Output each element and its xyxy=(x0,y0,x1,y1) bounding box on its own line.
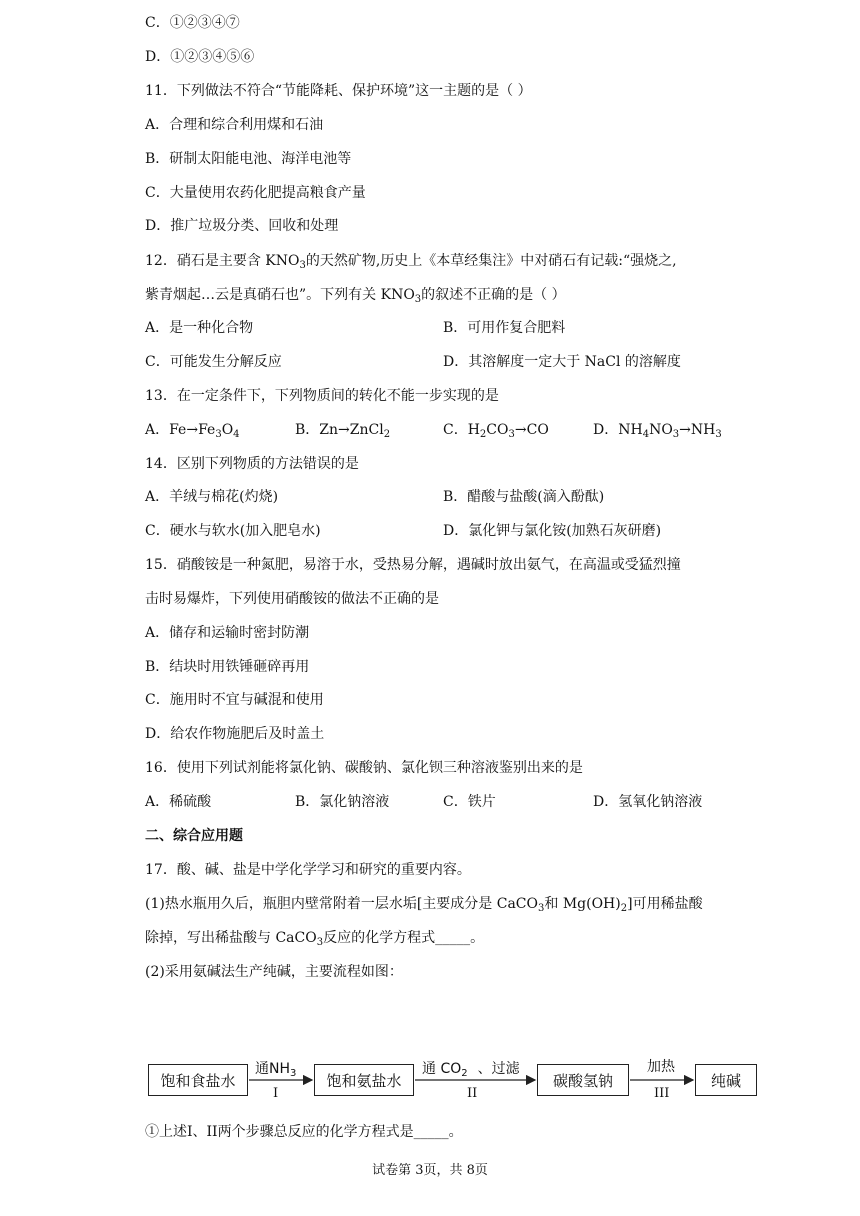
q11-stem: 11．下列做法不符合“节能降耗、保护环境”这一主题的是（ ） xyxy=(145,83,532,99)
q17-part1-line1: (1)热水瓶用久后，瓶胆内壁常附着一层水垢[主要成分是 CaCO$_3$和 $Mg(OH)_2$]可用稀盐酸 xyxy=(145,896,703,914)
q14-option-d: D．氯化钾与氯化铵(加熟石灰研磨) xyxy=(443,523,662,539)
q16-stem: 16．使用下列试剂能将氯化钠、碳酸钠、氯化钡三种溶液鉴别出来的是 xyxy=(145,760,583,776)
q13-stem: 13．在一定条件下，下列物质间的转化不能一步实现的是 xyxy=(145,388,499,404)
q17-part2: (2)采用氨碱法生产纯碱，主要流程如图： xyxy=(145,964,403,980)
q12-stem-line1: 12．硝石是主要含 $KNO_3$的天然矿物,历史上《本草经集注》中对硝石有记载:“强烧之, xyxy=(145,253,677,271)
q14-option-c: C．硬水与软水(加入肥皂水) xyxy=(145,523,321,539)
page-footer: 试卷第 3页，共 8页 xyxy=(372,1163,488,1178)
q17-stem: 17．酸、碱、盐是中学化学学习和研究的重要内容。 xyxy=(145,862,471,878)
arrow-1-label: 通$NH_3$ xyxy=(255,1061,297,1079)
q14-stem: 14．区别下列物质的方法错误的是 xyxy=(145,456,359,472)
flow-box-3: 碳酸氢钠 xyxy=(537,1064,629,1096)
q13-option-d: D．$NH_4NO_3\to NH_3$ xyxy=(593,422,722,440)
section-heading: 二、综合应用题 xyxy=(145,828,243,844)
q12-option-a: A．是一种化合物 xyxy=(145,320,254,336)
q11-option-d: D．推广垃圾分类、回收和处理 xyxy=(145,218,339,234)
q16-option-c: C．铁片 xyxy=(443,794,496,810)
q15-option-b: B．结块时用铁锤砸碎再用 xyxy=(145,659,310,675)
q12-option-c: C．可能发生分解反应 xyxy=(145,354,282,370)
flow-box-4: 纯碱 xyxy=(695,1064,757,1096)
q11-option-a: A．合理和综合利用煤和石油 xyxy=(145,117,324,133)
arrow-1-step: I xyxy=(273,1086,279,1101)
q16-option-a: A．稀硫酸 xyxy=(145,794,212,810)
q12-stem-line2: 紫青烟起…云是真硝石也”。下列有关 $KNO_3$的叙述不正确的是（ ） xyxy=(145,287,566,305)
q15-option-a: A．储存和运输时密封防潮 xyxy=(145,625,310,641)
flow-box-1: 饱和食盐水 xyxy=(148,1064,248,1096)
q16-option-d: D．氢氧化钠溶液 xyxy=(593,794,703,810)
q13-option-a: A．$Fe\to Fe_3O_4$ xyxy=(145,422,240,440)
arrow-3-step: III xyxy=(654,1086,670,1101)
q14-option-b: B．醋酸与盐酸(滴入酚酞) xyxy=(443,489,605,505)
q12-option-d: D．其溶解度一定大于 NaCl 的溶解度 xyxy=(443,354,681,370)
q17-part1-line2: 除掉，写出稀盐酸与 CaCO$_3$反应的化学方程式_____。 xyxy=(145,930,485,948)
q17-part3: ①上述I、II两个步骤总反应的化学方程式是_____。 xyxy=(145,1124,463,1140)
q13-option-b: B．Zn→ZnCl$_2$ xyxy=(295,422,391,440)
q11-option-b: B．研制太阳能电池、海洋电池等 xyxy=(145,151,352,167)
arrow-3-label: 加热 xyxy=(647,1059,675,1075)
q10-option-c: C．①②③④⑦ xyxy=(145,15,240,31)
q14-option-a: A．羊绒与棉花(灼烧) xyxy=(145,489,279,505)
arrow-2-step: II xyxy=(467,1086,478,1101)
q13-option-c: C．$H_2CO_3\to CO$ xyxy=(443,422,549,440)
flow-box-2: 饱和氨盐水 xyxy=(314,1064,414,1096)
q15-stem-line1: 15．硝酸铵是一种氮肥，易溶于水，受热易分解，遇碱时放出氨气，在高温或受猛烈撞 xyxy=(145,557,681,573)
q11-option-c: C．大量使用农药化肥提高粮食产量 xyxy=(145,185,366,201)
q10-option-d: D．①②③④⑤⑥ xyxy=(145,49,255,65)
q15-option-c: C．施用时不宜与碱混和使用 xyxy=(145,692,324,708)
arrow-2-label: 通 $CO_2$ 、过滤 xyxy=(422,1061,520,1079)
q15-stem-line2: 击时易爆炸，下列使用硝酸铵的做法不正确的是 xyxy=(145,591,439,607)
q16-option-b: B．氯化钠溶液 xyxy=(295,794,390,810)
q15-option-d: D．给农作物施肥后及时盖土 xyxy=(145,726,325,742)
q12-option-b: B．可用作复合肥料 xyxy=(443,320,566,336)
